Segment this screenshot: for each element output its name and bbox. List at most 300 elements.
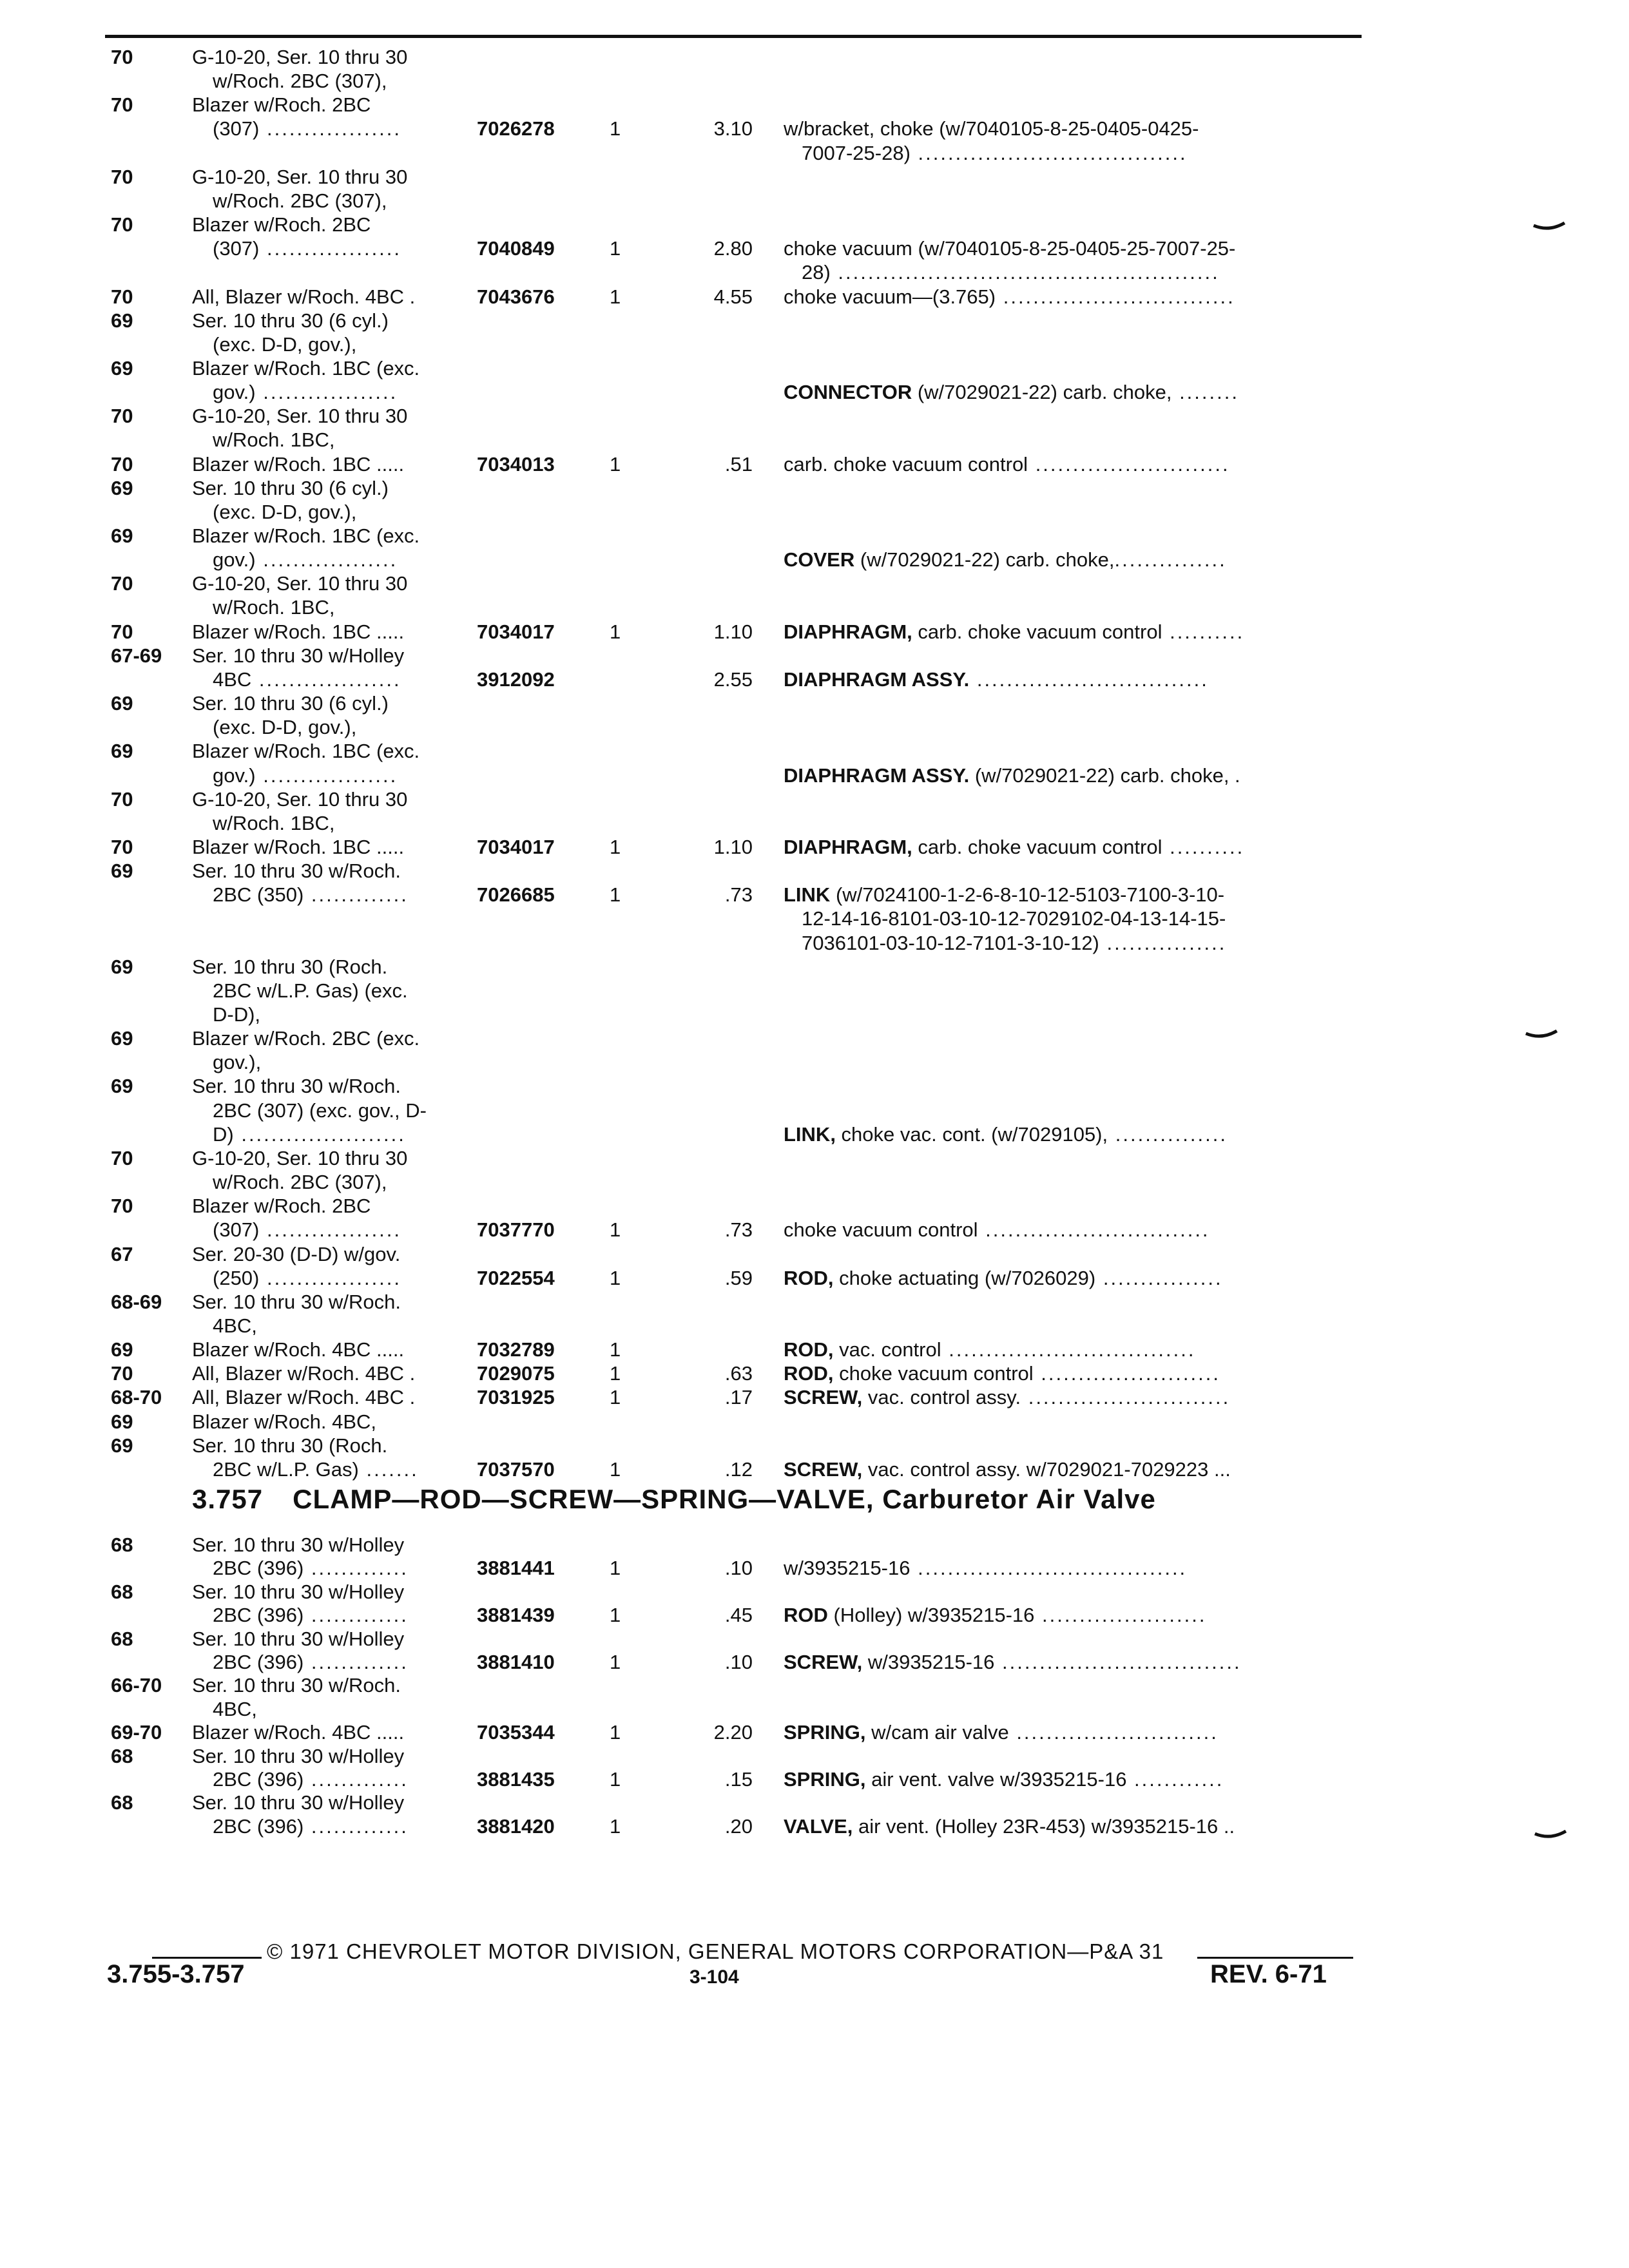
application-description <box>213 1099 467 1123</box>
model-year: 69 <box>111 1075 133 1098</box>
application-description <box>213 1814 467 1839</box>
application-description <box>213 117 467 141</box>
part-detail: 7036101-03-10-12-7101-3-10-12) <box>802 931 1099 954</box>
page-number: 3-104 <box>689 1966 739 1988</box>
part-number: 7034017 <box>477 620 555 643</box>
description-text: (exc. D-D, gov.), <box>213 332 357 356</box>
part-name <box>784 236 1356 261</box>
table-row <box>0 1744 1629 1769</box>
table-row <box>0 141 1629 166</box>
quantity: 1 <box>610 285 621 308</box>
application-description <box>192 452 467 477</box>
application-description <box>213 883 467 907</box>
price: 4.55 <box>713 285 753 308</box>
application-description <box>192 1744 467 1769</box>
part-detail: w/cam air valve <box>865 1721 1009 1744</box>
part-name <box>784 668 1356 692</box>
application-description <box>192 1791 467 1815</box>
description-text: gov.) <box>213 381 256 404</box>
price: .51 <box>724 452 753 476</box>
application-description <box>213 1266 467 1291</box>
application-description <box>192 1580 467 1604</box>
table-row <box>0 715 1629 740</box>
application-description <box>213 1218 467 1242</box>
leader-dots: .......... <box>1162 835 1245 858</box>
leader-dots: ........................... <box>1021 1386 1231 1409</box>
application-description <box>192 955 467 979</box>
part-name <box>802 931 1356 956</box>
part-name <box>784 1361 1356 1386</box>
application-description <box>213 595 467 620</box>
description-text: G-10-20, Ser. 10 thru 30 <box>192 46 408 68</box>
application-description <box>213 500 467 524</box>
part-name <box>784 1266 1356 1291</box>
table-row <box>0 356 1629 381</box>
leader-dots: ............. <box>304 1557 409 1580</box>
description-text: gov.), <box>213 1051 262 1074</box>
leader-dots: ...................... <box>1034 1604 1207 1627</box>
leader-dots: .................. <box>255 764 398 787</box>
application-description <box>213 380 467 405</box>
description-text: 2BC w/L.P. Gas) <box>213 1457 359 1481</box>
description-text: w/Roch. 1BC, <box>213 811 335 834</box>
leader-dots: ........................... <box>1008 1721 1219 1744</box>
model-year: 70 <box>111 835 133 858</box>
table-row <box>0 1170 1629 1195</box>
model-year: 68-69 <box>111 1290 162 1313</box>
description-text: 2BC (396) <box>213 1814 304 1838</box>
quantity: 1 <box>610 1651 621 1673</box>
part-detail: carb. choke vacuum control <box>912 620 1162 643</box>
quantity: 1 <box>610 620 621 643</box>
description-text: gov.) <box>213 548 256 572</box>
application-description <box>213 69 467 93</box>
table-row <box>0 213 1629 237</box>
table-row <box>0 1338 1629 1362</box>
description-text: Blazer w/Roch. 1BC ..... <box>192 620 405 643</box>
description-text: All, Blazer w/Roch. 4BC . <box>192 1386 416 1409</box>
application-description <box>192 1338 467 1362</box>
application-description <box>213 764 467 788</box>
application-description <box>192 1385 467 1410</box>
part-label: SPRING, <box>784 1721 866 1744</box>
part-label: CONNECTOR <box>784 381 912 404</box>
table-row <box>0 835 1629 860</box>
description-text: 2BC (396) <box>213 1651 304 1673</box>
description-text: Blazer w/Roch. 1BC ..... <box>192 835 405 858</box>
part-label: SCREW, <box>784 1457 863 1481</box>
leader-dots: ............................... <box>996 285 1235 308</box>
part-detail: vac. control assy. w/7029021-7029223 ... <box>862 1457 1231 1481</box>
top-rule <box>105 35 1362 38</box>
model-year: 70 <box>111 1362 133 1385</box>
application-description <box>213 1556 467 1581</box>
leader-dots: ............ <box>1126 1768 1224 1791</box>
description-text: Ser. 10 thru 30 w/Holley <box>192 1744 405 1767</box>
description-text: Ser. 10 thru 30 w/Roch. <box>192 1290 401 1313</box>
table-row <box>0 1697 1629 1722</box>
table-row <box>0 859 1629 883</box>
application-description <box>192 572 467 596</box>
part-detail: w/3935215-16 <box>862 1651 995 1673</box>
part-name <box>784 1767 1356 1792</box>
application-description <box>192 787 467 812</box>
table-row <box>0 691 1629 716</box>
leader-dots: ................................. <box>941 1338 1196 1361</box>
application-description <box>213 1003 467 1027</box>
model-year: 70 <box>111 285 133 308</box>
part-number: 7043676 <box>477 285 555 308</box>
table-row <box>0 1074 1629 1099</box>
price: 1.10 <box>713 620 753 643</box>
table-row <box>0 309 1629 333</box>
part-name <box>784 1556 1356 1581</box>
table-row <box>0 1580 1629 1604</box>
leader-dots: ............. <box>304 1604 409 1627</box>
part-name <box>784 285 1356 309</box>
application-description <box>192 1074 467 1099</box>
part-detail: choke vacuum—(3.765) <box>784 285 996 308</box>
description-text: 4BC, <box>213 1697 257 1720</box>
description-text: Ser. 10 thru 30 (6 cyl.) <box>192 309 389 332</box>
part-name <box>784 452 1356 477</box>
margin-tick-mark <box>1525 1030 1558 1040</box>
quantity: 1 <box>610 1721 621 1744</box>
application-description <box>192 476 467 501</box>
leader-dots: .................. <box>259 1218 402 1242</box>
model-year: 68 <box>111 1627 133 1650</box>
part-name <box>784 548 1356 572</box>
part-name <box>802 907 1356 931</box>
part-number: 7029075 <box>477 1362 555 1385</box>
part-name <box>802 260 1356 285</box>
model-year: 66-70 <box>111 1674 162 1697</box>
description-text: 2BC (307) (exc. gov., D- <box>213 1099 427 1122</box>
application-description <box>213 1457 467 1482</box>
table-row <box>0 883 1629 907</box>
description-text: (307) <box>213 1218 260 1242</box>
part-detail: (Holley) w/3935215-16 <box>827 1604 1035 1627</box>
application-description <box>213 811 467 836</box>
quantity: 1 <box>610 1338 621 1361</box>
description-text: (exc. D-D, gov.), <box>213 500 357 523</box>
model-year: 70 <box>111 572 133 595</box>
leader-dots: ...................... <box>233 1122 406 1146</box>
part-label: ROD, <box>784 1266 834 1289</box>
table-row <box>0 1122 1629 1147</box>
table-row <box>0 1814 1629 1839</box>
table-row <box>0 739 1629 764</box>
part-name <box>784 1650 1356 1675</box>
quantity: 1 <box>610 835 621 858</box>
application-description <box>192 309 467 333</box>
application-description <box>192 213 467 237</box>
description-text: 2BC (396) <box>213 1768 304 1791</box>
model-year: 70 <box>111 213 133 236</box>
description-text: Ser. 10 thru 30 w/Holley <box>192 1627 405 1650</box>
part-name <box>784 764 1356 788</box>
section-heading <box>192 1484 1156 1515</box>
table-row <box>0 1242 1629 1267</box>
table-row <box>0 1533 1629 1557</box>
table-row <box>0 1361 1629 1386</box>
application-description <box>213 428 467 452</box>
part-name <box>784 1338 1356 1362</box>
leader-dots: .................. <box>255 381 398 404</box>
part-label: ROD <box>784 1604 828 1627</box>
model-year: 69 <box>111 524 133 547</box>
application-description <box>192 1673 467 1698</box>
leader-dots: ............... <box>1108 1122 1228 1146</box>
description-text: 2BC w/L.P. Gas) (exc. <box>213 979 408 1002</box>
description-text: Blazer w/Roch. 1BC ..... <box>192 452 405 476</box>
description-text: D-D), <box>213 1003 261 1026</box>
table-row <box>0 93 1629 117</box>
model-year: 69 <box>111 740 133 763</box>
table-row <box>0 979 1629 1003</box>
part-detail: carb. choke vacuum control <box>912 835 1162 858</box>
revision-label: REV. 6-71 <box>1210 1960 1327 1988</box>
application-description <box>213 1697 467 1722</box>
part-name <box>784 117 1356 141</box>
price: .73 <box>724 883 753 907</box>
model-year: 69 <box>111 1027 133 1050</box>
part-name <box>784 620 1356 644</box>
model-year: 68 <box>111 1791 133 1814</box>
leader-dots: ............. <box>304 1768 409 1791</box>
part-detail: choke vacuum control <box>833 1362 1034 1385</box>
application-description <box>192 45 467 70</box>
part-label: LINK, <box>784 1122 836 1146</box>
leader-dots: ............. <box>304 1651 409 1673</box>
section-number: 3.757 <box>192 1484 264 1514</box>
description-text: Blazer w/Roch. 2BC <box>192 213 371 236</box>
part-detail: choke vacuum control <box>784 1218 978 1242</box>
table-row <box>0 1194 1629 1218</box>
quantity: 1 <box>610 1557 621 1580</box>
description-text: Ser. 10 thru 30 (Roch. <box>192 955 388 978</box>
part-detail: (w/7029021-22) carb. choke, <box>854 548 1115 572</box>
application-description <box>213 189 467 213</box>
table-row <box>0 1146 1629 1171</box>
description-text: Blazer w/Roch. 1BC (exc. <box>192 356 420 380</box>
description-text: Ser. 10 thru 30 (Roch. <box>192 1434 388 1457</box>
part-name <box>784 835 1356 860</box>
table-row <box>0 1266 1629 1291</box>
application-description <box>192 1410 467 1434</box>
model-year: 70 <box>111 1195 133 1218</box>
table-row <box>0 165 1629 189</box>
description-text: Ser. 10 thru 30 w/Roch. <box>192 1674 401 1697</box>
part-name <box>784 1218 1356 1242</box>
price: .63 <box>724 1362 753 1385</box>
part-number: 7035344 <box>477 1721 555 1744</box>
table-row <box>0 787 1629 812</box>
model-year: 70 <box>111 93 133 117</box>
table-row <box>0 1003 1629 1027</box>
table-row <box>0 1050 1629 1075</box>
leader-dots: ........ <box>1171 381 1239 404</box>
application-description <box>213 1603 467 1628</box>
application-description <box>192 1434 467 1458</box>
part-label: COVER <box>784 548 855 572</box>
table-row <box>0 45 1629 70</box>
table-row <box>0 117 1629 141</box>
description-text: Blazer w/Roch. 2BC <box>192 93 371 117</box>
model-year: 69 <box>111 309 133 332</box>
table-row <box>0 380 1629 405</box>
table-row <box>0 1650 1629 1675</box>
leader-dots: .................. <box>259 237 402 260</box>
quantity: 1 <box>610 1218 621 1242</box>
table-row <box>0 1791 1629 1815</box>
copyright-line: © 1971 CHEVROLET MOTOR DIVISION, GENERAL MOTORS CORPORATION—P&A 31 <box>267 1939 1164 1963</box>
part-detail: (w/7024100-1-2-6-8-10-12-5103-7100-3-10- <box>830 883 1225 907</box>
price: .10 <box>724 1651 753 1673</box>
leader-dots: ................ <box>1099 931 1227 954</box>
table-row <box>0 764 1629 788</box>
application-description <box>213 1767 467 1792</box>
table-row <box>0 1218 1629 1242</box>
description-text: Ser. 10 thru 30 w/Holley <box>192 1533 405 1556</box>
description-text: 2BC (396) <box>213 1604 304 1627</box>
description-text: (250) <box>213 1266 260 1289</box>
description-text: Ser. 10 thru 30 (6 cyl.) <box>192 476 389 499</box>
table-row <box>0 1099 1629 1123</box>
part-label: VALVE, <box>784 1814 853 1838</box>
table-row <box>0 1673 1629 1698</box>
application-description <box>213 668 467 692</box>
table-row <box>0 1290 1629 1314</box>
model-year: 68 <box>111 1580 133 1603</box>
table-row <box>0 811 1629 836</box>
description-text: G-10-20, Ser. 10 thru 30 <box>192 1146 408 1169</box>
table-row <box>0 332 1629 357</box>
table-row <box>0 1767 1629 1792</box>
leader-dots: ........................ <box>1033 1362 1220 1385</box>
part-number: 7040849 <box>477 237 555 260</box>
part-label: ROD, <box>784 1338 834 1361</box>
table-row <box>0 1720 1629 1745</box>
leader-dots: ....... <box>358 1457 419 1481</box>
description-text: G-10-20, Ser. 10 thru 30 <box>192 405 408 428</box>
application-description <box>192 1242 467 1267</box>
price: 2.80 <box>713 237 753 260</box>
quantity: 1 <box>610 1604 621 1627</box>
part-name <box>784 1603 1356 1628</box>
part-name <box>784 1385 1356 1410</box>
price: .45 <box>724 1604 753 1627</box>
quantity: 1 <box>610 237 621 260</box>
application-description <box>213 715 467 740</box>
table-row <box>0 428 1629 452</box>
part-number: 3881435 <box>477 1768 555 1791</box>
part-label: DIAPHRAGM, <box>784 835 912 858</box>
part-name <box>784 1720 1356 1745</box>
part-number: 3881441 <box>477 1557 555 1580</box>
description-text: Blazer w/Roch. 4BC ..... <box>192 1721 405 1744</box>
quantity: 1 <box>610 452 621 476</box>
leader-dots: ................ <box>1095 1266 1223 1289</box>
application-description <box>213 332 467 357</box>
price: .15 <box>724 1768 753 1791</box>
table-row <box>0 69 1629 93</box>
part-number: 7037770 <box>477 1218 555 1242</box>
description-text: w/Roch. 2BC (307), <box>213 189 387 212</box>
footer-rule-right <box>1197 1957 1353 1959</box>
table-row <box>0 189 1629 213</box>
application-description <box>213 1122 467 1147</box>
application-description <box>192 1720 467 1745</box>
part-number: 7032789 <box>477 1338 555 1361</box>
part-label: SCREW, <box>784 1386 863 1409</box>
model-year: 69-70 <box>111 1721 162 1744</box>
part-name <box>784 380 1356 405</box>
application-description <box>192 859 467 883</box>
leader-dots: .................. <box>255 548 398 572</box>
application-description <box>192 1533 467 1557</box>
application-description <box>213 979 467 1003</box>
part-detail: (w/7029021-22) carb. choke, . <box>969 764 1240 787</box>
quantity: 1 <box>610 1457 621 1481</box>
part-number: 3881439 <box>477 1604 555 1627</box>
model-year: 68-70 <box>111 1386 162 1409</box>
part-number: 3912092 <box>477 668 555 691</box>
description-text: 2BC (350) <box>213 883 304 907</box>
quantity: 1 <box>610 1768 621 1791</box>
quantity: 1 <box>610 1266 621 1289</box>
part-detail: w/bracket, choke (w/7040105-8-25-0405-0425- <box>784 117 1199 140</box>
section-title: CLAMP—ROD—SCREW—SPRING—VALVE, Carburetor Air Valve <box>293 1484 1156 1514</box>
part-name <box>802 141 1356 166</box>
model-year: 67-69 <box>111 644 162 667</box>
footer-rule-left <box>152 1957 262 1959</box>
part-number: 7034017 <box>477 835 555 858</box>
part-detail: air vent. (Holley 23R-453) w/3935215-16 .. <box>853 1814 1235 1838</box>
application-description <box>192 1627 467 1651</box>
price: .12 <box>724 1457 753 1481</box>
part-number: 7034013 <box>477 452 555 476</box>
application-description <box>192 1290 467 1314</box>
margin-tick-mark <box>1532 222 1566 232</box>
table-row <box>0 668 1629 692</box>
description-text: G-10-20, Ser. 10 thru 30 <box>192 787 408 811</box>
price: 1.10 <box>713 835 753 858</box>
description-text: Blazer w/Roch. 2BC <box>192 1195 371 1218</box>
model-year: 70 <box>111 787 133 811</box>
application-description <box>192 620 467 644</box>
table-row <box>0 1410 1629 1434</box>
model-year: 69 <box>111 1338 133 1361</box>
model-year: 69 <box>111 860 133 883</box>
leader-dots: .................. <box>259 117 402 140</box>
part-detail: 28) <box>802 261 831 284</box>
model-year: 70 <box>111 452 133 476</box>
table-row <box>0 1627 1629 1651</box>
description-text: D) <box>213 1122 234 1146</box>
part-detail: (w/7029021-22) carb. choke, <box>912 381 1172 404</box>
table-row <box>0 595 1629 620</box>
part-number: 7026278 <box>477 117 555 140</box>
application-description <box>192 93 467 117</box>
part-number: 7022554 <box>477 1266 555 1289</box>
model-year: 70 <box>111 165 133 188</box>
application-description <box>213 236 467 261</box>
table-row <box>0 548 1629 572</box>
application-description <box>192 404 467 428</box>
leader-dots: .................. <box>259 1266 402 1289</box>
model-year: 67 <box>111 1242 133 1265</box>
